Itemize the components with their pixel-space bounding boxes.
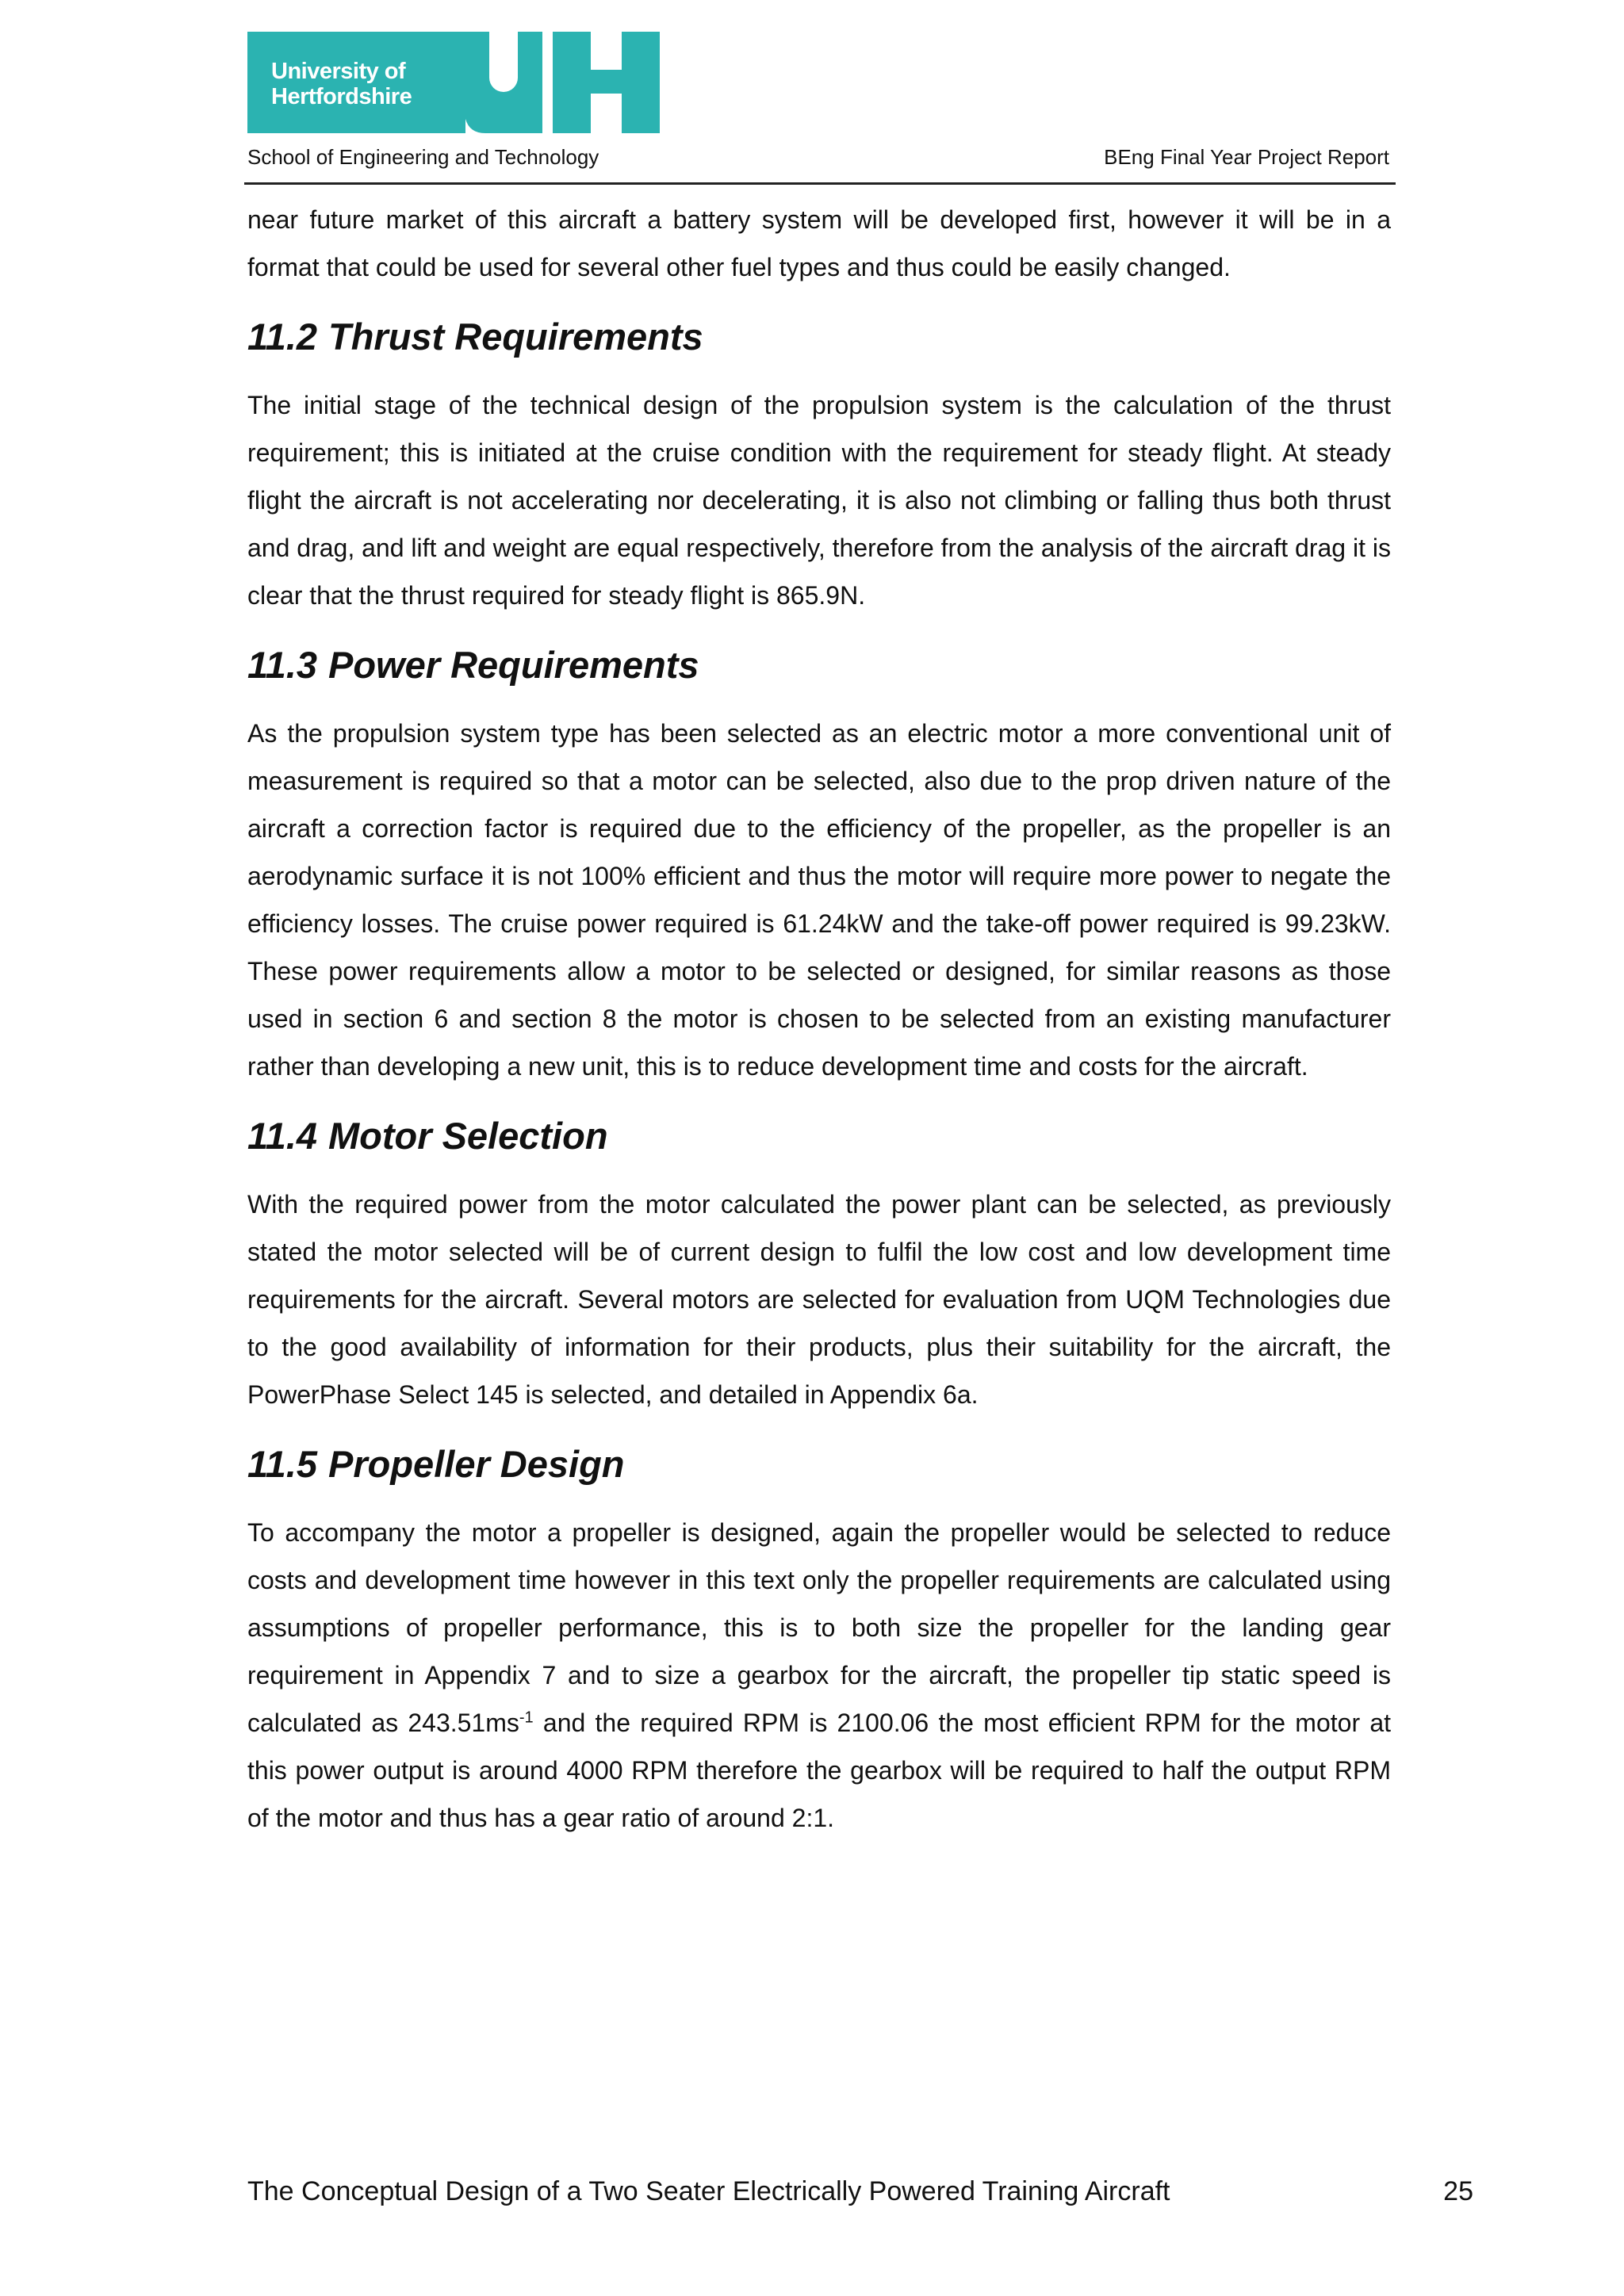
section-title: Power Requirements bbox=[328, 644, 699, 686]
section-heading-power bbox=[247, 641, 1391, 689]
section-number: 11.5 bbox=[247, 1443, 317, 1485]
page-content bbox=[247, 196, 1391, 1842]
intro-paragraph: near future market of this aircraft a battery system will be developed first, however it will be in a format that could be used for several other fuel types and thus could be easily changed. bbox=[247, 205, 1391, 281]
section-title: Motor Selection bbox=[328, 1115, 608, 1157]
page-number: 25 bbox=[1443, 2176, 1473, 2206]
propeller-text-after: and the required RPM is 2100.06 the most efficient RPM for the motor at this power output is around 4000 RPM therefore the gearbox will be required to half the output RPM of the motor and thus has a gear ratio of around 2:1. bbox=[247, 1709, 1392, 1832]
section-body-power: As the propulsion system type has been selected as an electric motor a more conventional unit of measurement is required so that a motor can be selected, also due to the prop driven nature of the aircraft a correction factor is required due to the efficiency of the propeller, as the propeller is an aerodynamic surface it is not 100% efficient and thus the motor will require more power to negate the efficiency losses. The cruise power required is 61.24kW and the take-off power required is 99.23kW. These power requirements allow a motor to be selected or designed, for similar reasons as those used in section 6 and section 8 the motor is chosen to be selected from an existing manufacturer rather than developing a new unit, this is to reduce development time and costs for the aircraft. bbox=[247, 719, 1391, 1081]
section-body-motor: With the required power from the motor calculated the power plant can be selected, as previously stated the motor selected will be of current design to fulfil the low cost and low development time requirements for the aircraft. Several motors are selected for evaluation from UQM Technologies due to the good availability of information for their products, plus their suitability for the aircraft, the PowerPhase Select 145 is selected, and detailed in Appendix 6a. bbox=[247, 1190, 1391, 1409]
logo-line-1: University of bbox=[271, 59, 406, 84]
section-number: 11.4 bbox=[247, 1115, 317, 1157]
section-heading-motor bbox=[247, 1112, 1391, 1160]
section-heading-propeller bbox=[247, 1441, 1391, 1488]
propeller-text-before: To accompany the motor a propeller is designed, again the propeller would be selected to reduce costs and development time however in this text only the propeller requirements are calculated using assumptions of propeller performance, this is to both size the propeller for the landing gear requirement in Appendix 7 and to size a gearbox for the aircraft, the propeller tip static speed is calculated as 243.51ms bbox=[247, 1518, 1391, 1737]
header-report-type: BEng Final Year Project Report bbox=[1104, 145, 1389, 169]
section-body-propeller bbox=[247, 1509, 1391, 1842]
unit-superscript: -1 bbox=[519, 1709, 534, 1727]
section-title: Propeller Design bbox=[328, 1443, 625, 1485]
section-body-thrust: The initial stage of the technical design of the propulsion system is the calculation of the thrust requirement; this is initiated at the cruise condition with the requirement for steady flight. At steady flight the aircraft is not accelerating nor decelerating, it is also not climbing or falling thus both thrust and drag, and lift and weight are equal respectively, therefore from the analysis of the aircraft drag it is clear that the thrust required for steady flight is 865.9N. bbox=[247, 391, 1391, 610]
logo-wordmark bbox=[271, 59, 412, 109]
logo-line-2: Hertfordshire bbox=[271, 84, 412, 109]
header-school: School of Engineering and Technology bbox=[247, 145, 599, 169]
section-number: 11.2 bbox=[247, 316, 317, 358]
section-title: Thrust Requirements bbox=[328, 316, 703, 358]
section-number: 11.3 bbox=[247, 644, 317, 686]
university-logo bbox=[247, 32, 660, 133]
footer-document-title: The Conceptual Design of a Two Seater Electrically Powered Training Aircraft bbox=[247, 2176, 1170, 2206]
header-divider bbox=[244, 182, 1396, 185]
section-heading-thrust bbox=[247, 313, 1391, 361]
